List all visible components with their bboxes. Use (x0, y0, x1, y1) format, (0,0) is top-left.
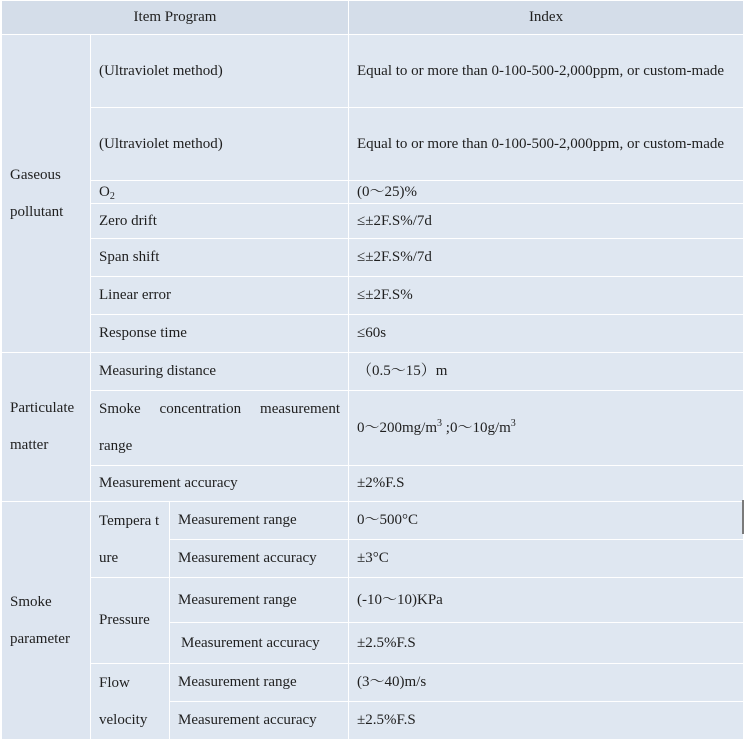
index-cell: ≤±2F.S%/7d (349, 239, 744, 277)
param-cell: Measurement range (170, 502, 349, 540)
index-cell: （0.5～15）m (349, 353, 744, 391)
index-cell: Equal to or more than 0-100-500-2,000ppm, or custom-made (349, 108, 744, 181)
item-cell: Measurement accuracy (91, 466, 349, 502)
table-row (2, 664, 744, 702)
table-row (2, 277, 744, 315)
cubic-superscript: 3 (510, 417, 516, 429)
table-row (2, 204, 744, 239)
index-cell: ±2.5%F.S (349, 623, 744, 664)
group-pressure: Pressure (91, 578, 170, 664)
index-cell: ±2.5%F.S (349, 702, 744, 740)
index-cell: ≤60s (349, 315, 744, 353)
table-row (2, 353, 744, 391)
index-cell: (-10～10)KPa (349, 578, 744, 623)
item-cell: Measuring distance (91, 353, 349, 391)
item-cell: (Ultraviolet method) (91, 35, 349, 108)
index-cell: 0～500°C (349, 502, 744, 540)
group-flow-velocity: Flow velocity (91, 664, 170, 740)
index-part-b: ;0～10g/m (442, 419, 511, 436)
category-gaseous-pollutant: Gaseous pollutant (2, 35, 91, 353)
table-row (2, 239, 744, 277)
table-row (2, 315, 744, 353)
index-cell: (3～40)m/s (349, 664, 744, 702)
group-temperature: Tempera ture (91, 502, 170, 578)
item-cell: Span shift (91, 239, 349, 277)
table-row (2, 578, 744, 623)
index-cell: (0～25)% (349, 181, 744, 204)
o2-subscript: 2 (109, 191, 115, 202)
item-cell: Smoke concentration measurement range (91, 391, 349, 466)
item-cell: Zero drift (91, 204, 349, 239)
table-row (2, 502, 744, 540)
item-cell: Linear error (91, 277, 349, 315)
index-part-a: 0～200mg/m (357, 419, 438, 436)
specification-table (1, 0, 744, 740)
edge-marker (742, 500, 744, 534)
table-row (2, 391, 744, 466)
index-cell: ±3°C (349, 540, 744, 578)
item-cell: Response time (91, 315, 349, 353)
o2-label: O (99, 184, 110, 200)
table-row (2, 181, 744, 204)
header-item-program: Item Program (2, 1, 349, 35)
index-cell: ≤±2F.S%/7d (349, 204, 744, 239)
cubic-superscript: 3 (437, 417, 443, 429)
item-cell-o2 (91, 181, 349, 204)
param-cell: Measurement range (170, 664, 349, 702)
param-cell: Measurement range (170, 578, 349, 623)
index-cell: Equal to or more than 0-100-500-2,000ppm, or custom-made (349, 35, 744, 108)
item-cell: (Ultraviolet method) (91, 108, 349, 181)
category-smoke-parameter: Smoke parameter (2, 502, 91, 740)
header-row (2, 1, 744, 35)
category-particulate-matter: Particulate matter (2, 353, 91, 502)
index-cell: ≤±2F.S% (349, 277, 744, 315)
index-cell-concentration (349, 391, 744, 466)
param-cell: Measurement accuracy (170, 702, 349, 740)
header-index: Index (349, 1, 744, 35)
table-row (2, 466, 744, 502)
param-cell: Measurement accuracy (170, 540, 349, 578)
index-cell: ±2%F.S (349, 466, 744, 502)
param-cell: Measurement accuracy (170, 623, 349, 664)
table-row (2, 35, 744, 108)
table-row (2, 108, 744, 181)
